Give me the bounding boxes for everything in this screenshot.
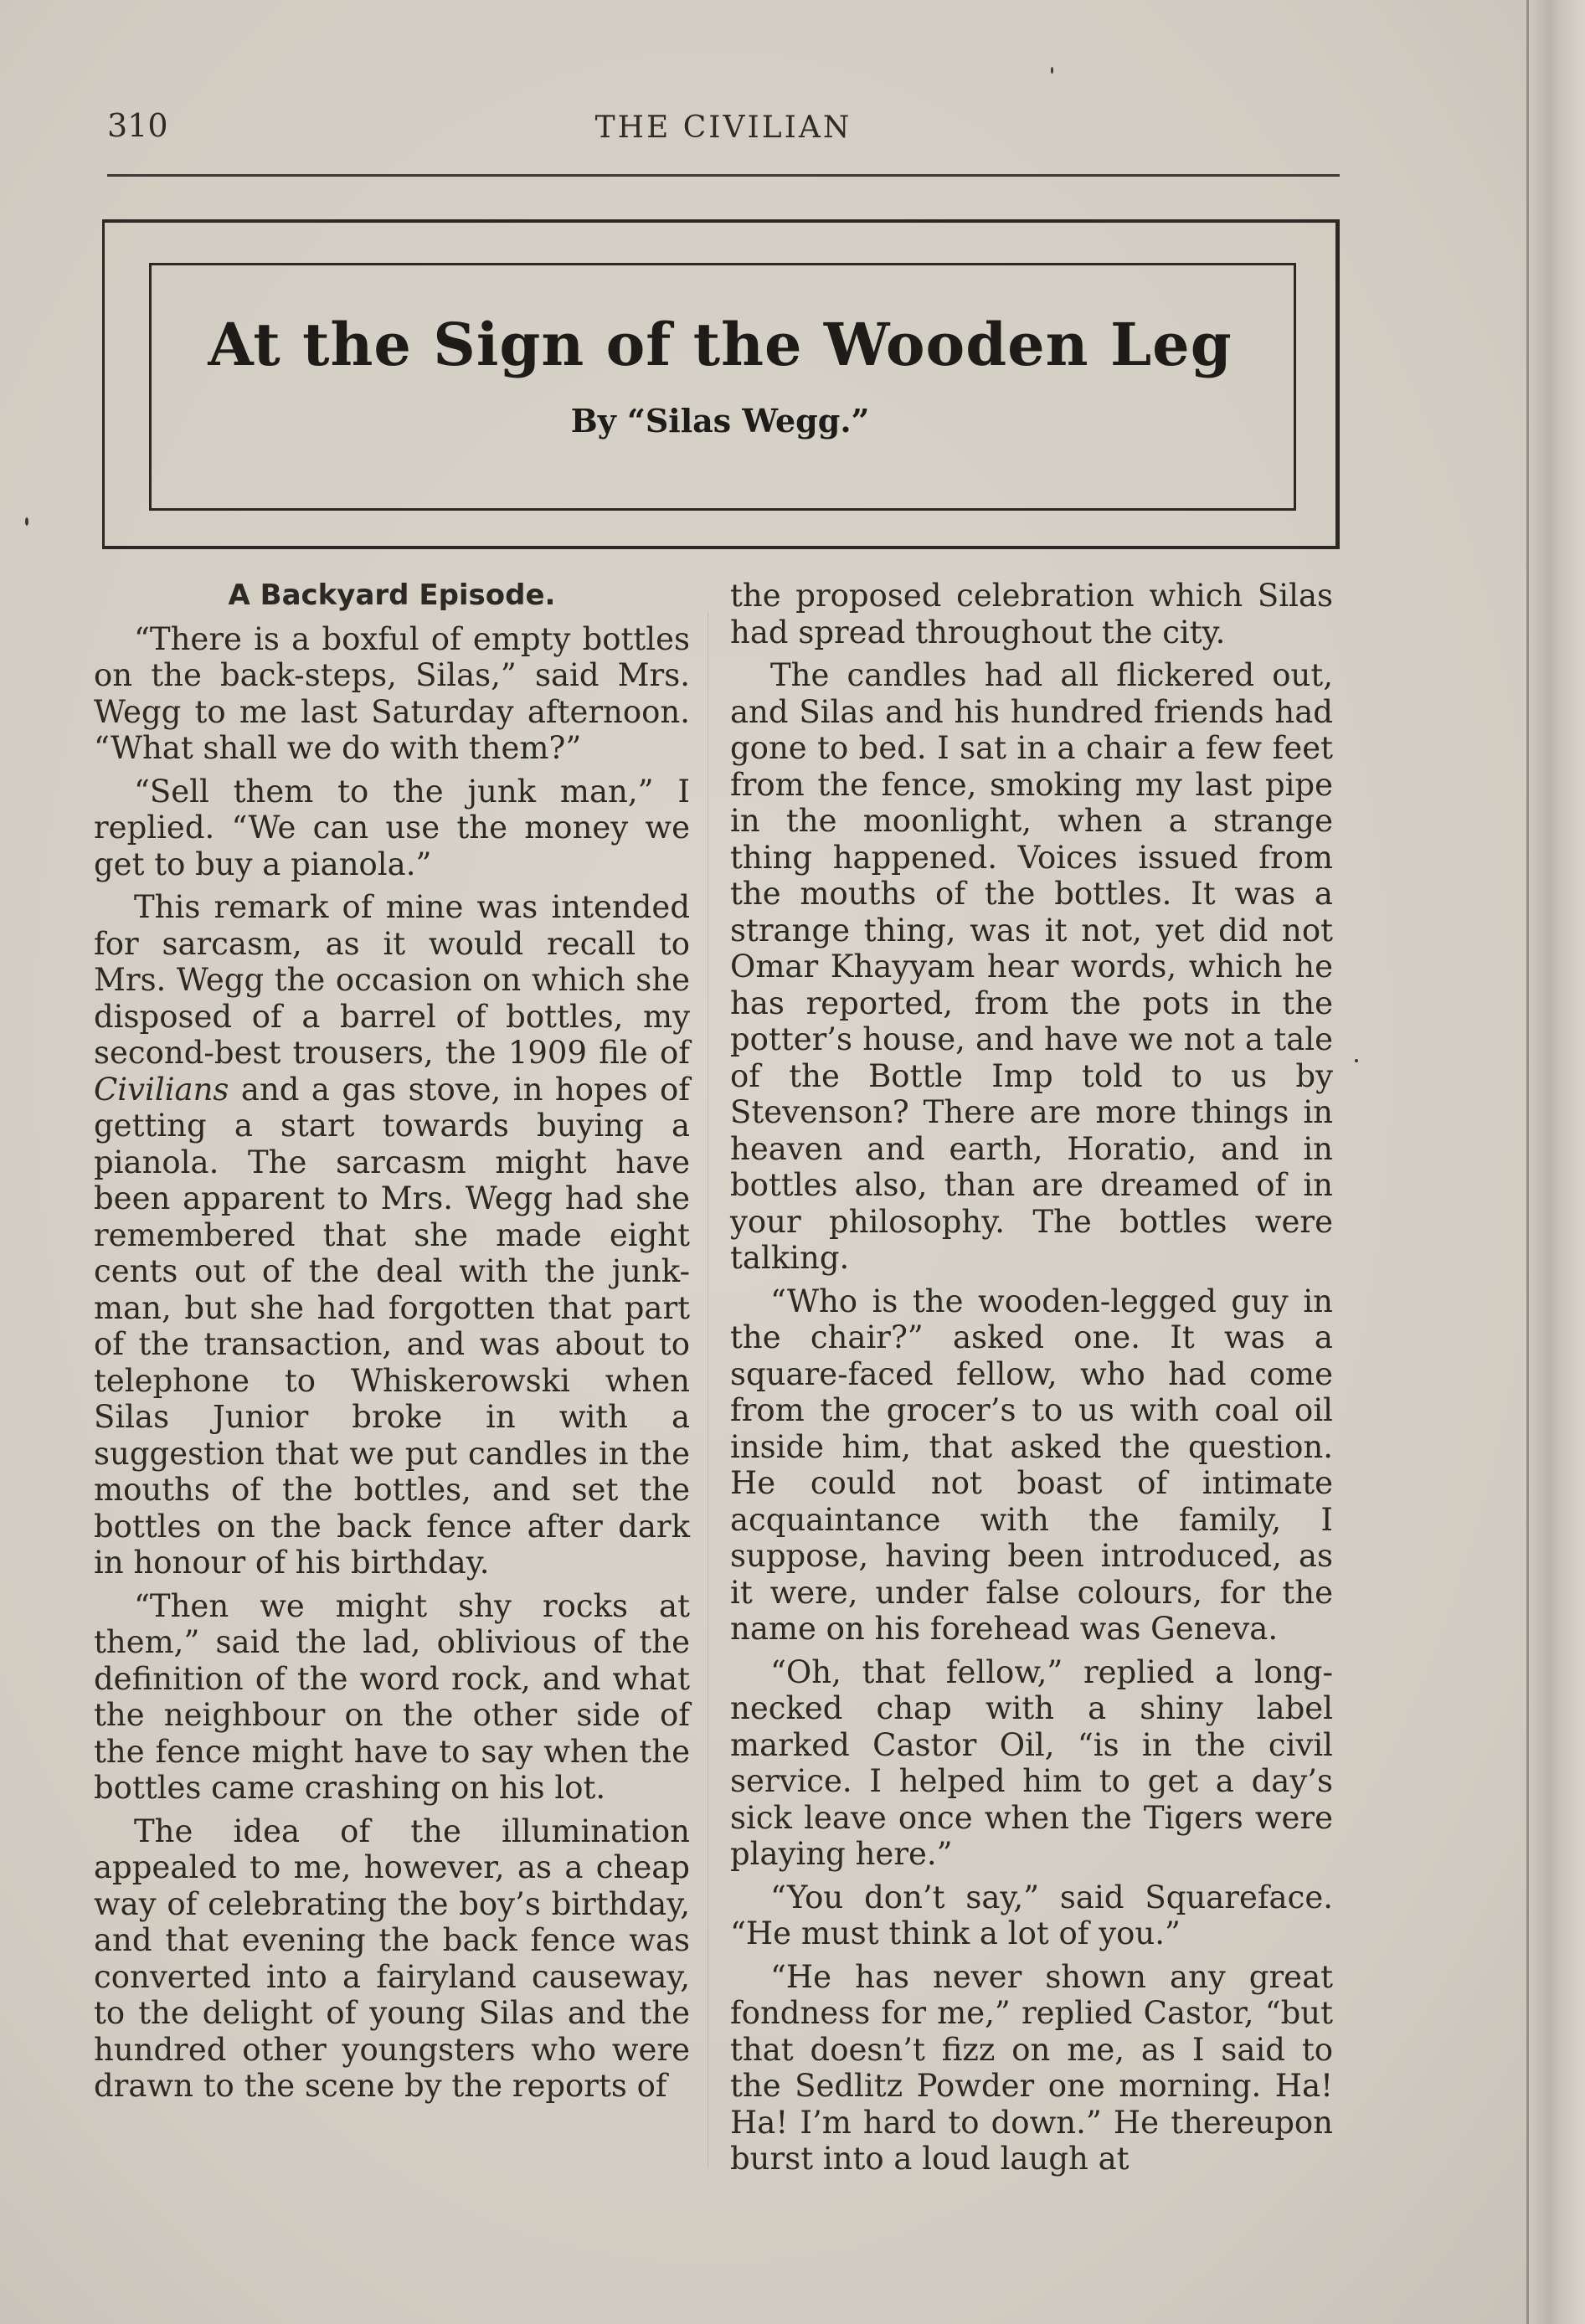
paragraph: [94, 889, 690, 1581]
paragraph: “Then we might shy rocks at them,” said the lad, oblivious of the definition of the word rock, and what the neighbour on the other side of the fence might have to say when the bottles came crashing on his lot.: [94, 1587, 690, 1806]
title-frame-inner: [149, 263, 1296, 511]
journal-title: THE CIVILIAN: [594, 111, 852, 145]
article-headline: At the Sign of the Wooden Leg: [208, 310, 1232, 379]
paper-speck: [1355, 1059, 1358, 1062]
section-heading: A Backyard Episode.: [228, 578, 556, 612]
gutter-edge-line: [1526, 0, 1529, 2324]
paragraph: the proposed celebration which Silas had spread throughout the city.: [730, 578, 1333, 650]
paragraph: The idea of the illumination appealed to me, however, as a cheap way of celebrating the boy’s birthday, and that evening the back fence was converted into a fairyland causeway, to the delight of young Silas and the hundred other youngsters who were drawn to the scene by the reports of: [94, 1812, 690, 2104]
left-column: [94, 578, 690, 2168]
article-byline: By “Silas Wegg.”: [570, 402, 870, 440]
header-rule: [107, 174, 1340, 177]
right-column: [730, 578, 1333, 2177]
paragraph-text: and a gas stove, in hopes of getting a start towards buying a pianola. The sarcasm might have been apparent to Mrs. Wegg had she remembered that she made eight cents out of the deal with the junk-man, but she had forgotten that part of the transaction, and was about to telephone to Whiskerowski when Silas Junior broke in with a suggestion that we put candles in the mouths of the bottles, and set the bottles on the back fence after dark in honour of his birthday.: [94, 1071, 690, 1581]
running-header: [107, 107, 1340, 157]
paragraph: “Oh, that fellow,” replied a long-necked chap with a shiny label marked Castor Oil, “is in the civil service. I helped him to get a day’s sick leave once when the Tigers were playing here.”: [730, 1653, 1333, 1872]
paragraph: “Sell them to the junk man,” I replied. “We can use the money we get to buy a pianola.”: [94, 773, 690, 882]
paper-speck: [25, 517, 28, 526]
paragraph: “He has never shown any great fondness for me,” replied Castor, “but that doesn’t fizz on me, as I said to the Sedlitz Powder one morning. Ha! Ha! I’m hard to down.” He thereupon burst into a loud laugh at: [730, 1958, 1333, 2177]
paragraph: The candles had all flickered out, and Silas and his hundred friends had gone to bed. I sat in a chair a few feet from the fence, smoking my last pipe in the moonlight, when a strange thing happened. Voices issued from the mouths of the bottles. It was a strange thing, was it not, yet did not Omar Khayyam hear words, which he has reported, from the pots in the potter’s house, and have we not a tale of the Bottle Imp told to us by Stevenson? There are more things in heaven and earth, Horatio, and in bottles also, than are dreamed of in your philosophy. The bottles were talking.: [730, 657, 1333, 1276]
paragraph: “You don’t say,” said Squareface. “He must think a lot of you.”: [730, 1879, 1333, 1951]
publication-name: Civilians: [94, 1071, 229, 1108]
page-gutter: [1526, 0, 1585, 2324]
paper-speck: [1051, 67, 1053, 74]
paragraph: “There is a boxful of empty bottles on the back-steps, Silas,” said Mrs. Wegg to me last Saturday afternoon. “What shall we do with them?”: [94, 620, 690, 766]
paragraph: “Who is the wooden-legged guy in the chair?” asked one. It was a square-faced fellow, who had come from the grocer’s to us with coal oil inside him, that asked the question. He could not boast of intimate acquaintance with the family, I suppose, having been introduced, as it were, under false colours, for the name on his forehead was Geneva.: [730, 1283, 1333, 1647]
page-number: 310: [107, 107, 168, 144]
paragraph-text: This remark of mine was intended for sarcasm, as it would recall to Mrs. Wegg the occasion on which she disposed of a barrel of bottles, my second-best trousers, the 1909 file of: [94, 889, 690, 1071]
